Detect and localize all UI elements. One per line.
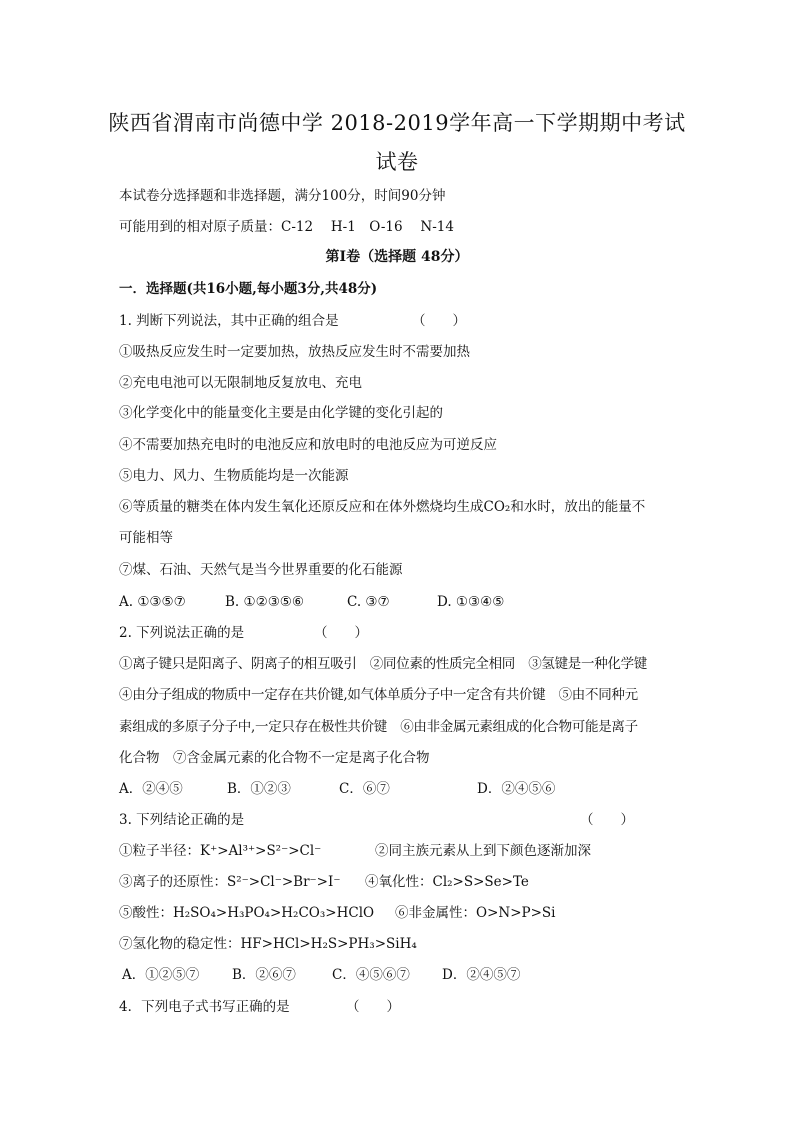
q2-option-b: B．①②③ (227, 781, 291, 797)
q1-statement-7: ⑦煤、石油、天然气是当今世界重要的化石能源 (119, 562, 403, 578)
q3-option-c: C．④⑤⑥⑦ (332, 967, 410, 983)
atomic-masses: 可能用到的相对原子质量：C-12 H-1 O-16 N-14 (119, 219, 454, 235)
q3-line-3 (119, 904, 679, 922)
q3-statement-1: ①粒子半径：K⁺>Al³⁺>S²⁻>Cl⁻ (119, 843, 322, 859)
exam-intro: 本试卷分选择题和非选择题，满分100分，时间90分钟 (119, 188, 446, 204)
q1-statement-3: ③化学变化中的能量变化主要是由化学键的变化引起的 (119, 405, 443, 421)
part1-heading: 第Ⅰ卷（选择题 48分） (325, 249, 469, 265)
q1-option-d: D. ①③④⑤ (437, 594, 505, 610)
q1-option-a: A. ①③⑤⑦ (119, 594, 186, 610)
q1-statement-6-part-a: ⑥等质量的糖类在体内发生氧化还原反应和在体外燃烧均生成 (119, 499, 484, 515)
q2-line-1: ①离子键只是阳离子、阴离子的相互吸引 ②同位素的性质完全相同 ③氢键是一种化学键 (119, 656, 647, 672)
q1-statement-4: ④不需要加热充电时的电池反应和放电时的电池反应为可逆反应 (119, 437, 497, 453)
q3-options (122, 966, 520, 984)
q1-answer-paren: （ ） (412, 313, 466, 329)
q3-statement-4: ④氧化性：Cl₂>S>Se>Te (365, 874, 529, 890)
q3-line-1 (119, 842, 679, 860)
q3-stem: 3. 下列结论正确的是 (119, 812, 245, 828)
q3-statement-5: ⑤酸性：H₂SO₄>H₃PO₄>H₂CO₃>HClO (119, 905, 375, 921)
q3-line-2 (119, 873, 679, 891)
exam-title-line1: 陕西省渭南市尚德中学 2018-2019学年高一下学期期中考试 (108, 111, 686, 135)
q1-statement-5: ⑤电力、风力、生物质能均是一次能源 (119, 468, 349, 484)
q1-statement-6-cont: 可能相等 (119, 530, 173, 546)
q1-options (119, 593, 504, 611)
q3-statement-7: ⑦氢化物的稳定性：HF>HCl>H₂S>PH₃>SiH₄ (119, 936, 417, 952)
co2-formula: CO₂ (483, 499, 511, 515)
q3-option-b: B．②⑥⑦ (232, 967, 296, 983)
q4-stem: 4．下列电子式书写正确的是 (119, 999, 290, 1015)
q1-statement-1: ①吸热反应发生时一定要加热，放热反应发生时不需要加热 (119, 344, 470, 360)
q1-stem: 1. 判断下列说法，其中正确的组合是 (119, 313, 339, 329)
q2-line-3: 素组成的多原子分子中,一定只存在极性共价键 ⑥由非金属元素组成的化合物可能是离子 (119, 719, 638, 735)
q3-statement-6: ⑥非金属性：O>N>P>Si (395, 905, 556, 921)
exam-title-line2: 试卷 (375, 150, 419, 174)
q2-options (119, 780, 555, 798)
q3-statement-3: ③离子的还原性：S²⁻>Cl⁻>Br⁻>I⁻ (119, 874, 341, 890)
q2-stem: 2. 下列说法正确的是 (119, 625, 245, 641)
q1-statement-6-part-b: 和水时，放出的能量不 (510, 499, 646, 515)
q2-line-2: ④由分子组成的物质中一定存在共价键,如气体单质分子中一定含有共价键 ⑤由不同种元 (119, 687, 638, 703)
q2-answer-paren: （ ） (314, 625, 368, 641)
q3-statement-2: ②同主族元素从上到下颜色逐渐加深 (375, 843, 591, 859)
section1-heading: 一．选择题(共16小题,每小题3分,共48分) (119, 281, 378, 297)
q2-option-c: C．⑥⑦ (339, 781, 390, 797)
q2-option-d: D．②④⑤⑥ (477, 781, 556, 797)
q2-option-a: A．②④⑤ (119, 781, 183, 797)
q3-option-a: A．①②⑤⑦ (122, 967, 200, 983)
q1-statement-2: ②充电电池可以无限制地反复放电、充电 (119, 375, 362, 391)
q1-statement-6 (119, 498, 679, 516)
q2-line-4: 化合物 ⑦含金属元素的化合物不一定是离子化合物 (119, 750, 430, 766)
q4-answer-paren: （ ） (346, 999, 400, 1015)
q1-option-b: B. ①②③⑤⑥ (225, 594, 305, 610)
q3-answer-paren: （ ） (580, 812, 634, 828)
q1-option-c: C. ③⑦ (347, 594, 390, 610)
q3-option-d: D．②④⑤⑦ (442, 967, 521, 983)
